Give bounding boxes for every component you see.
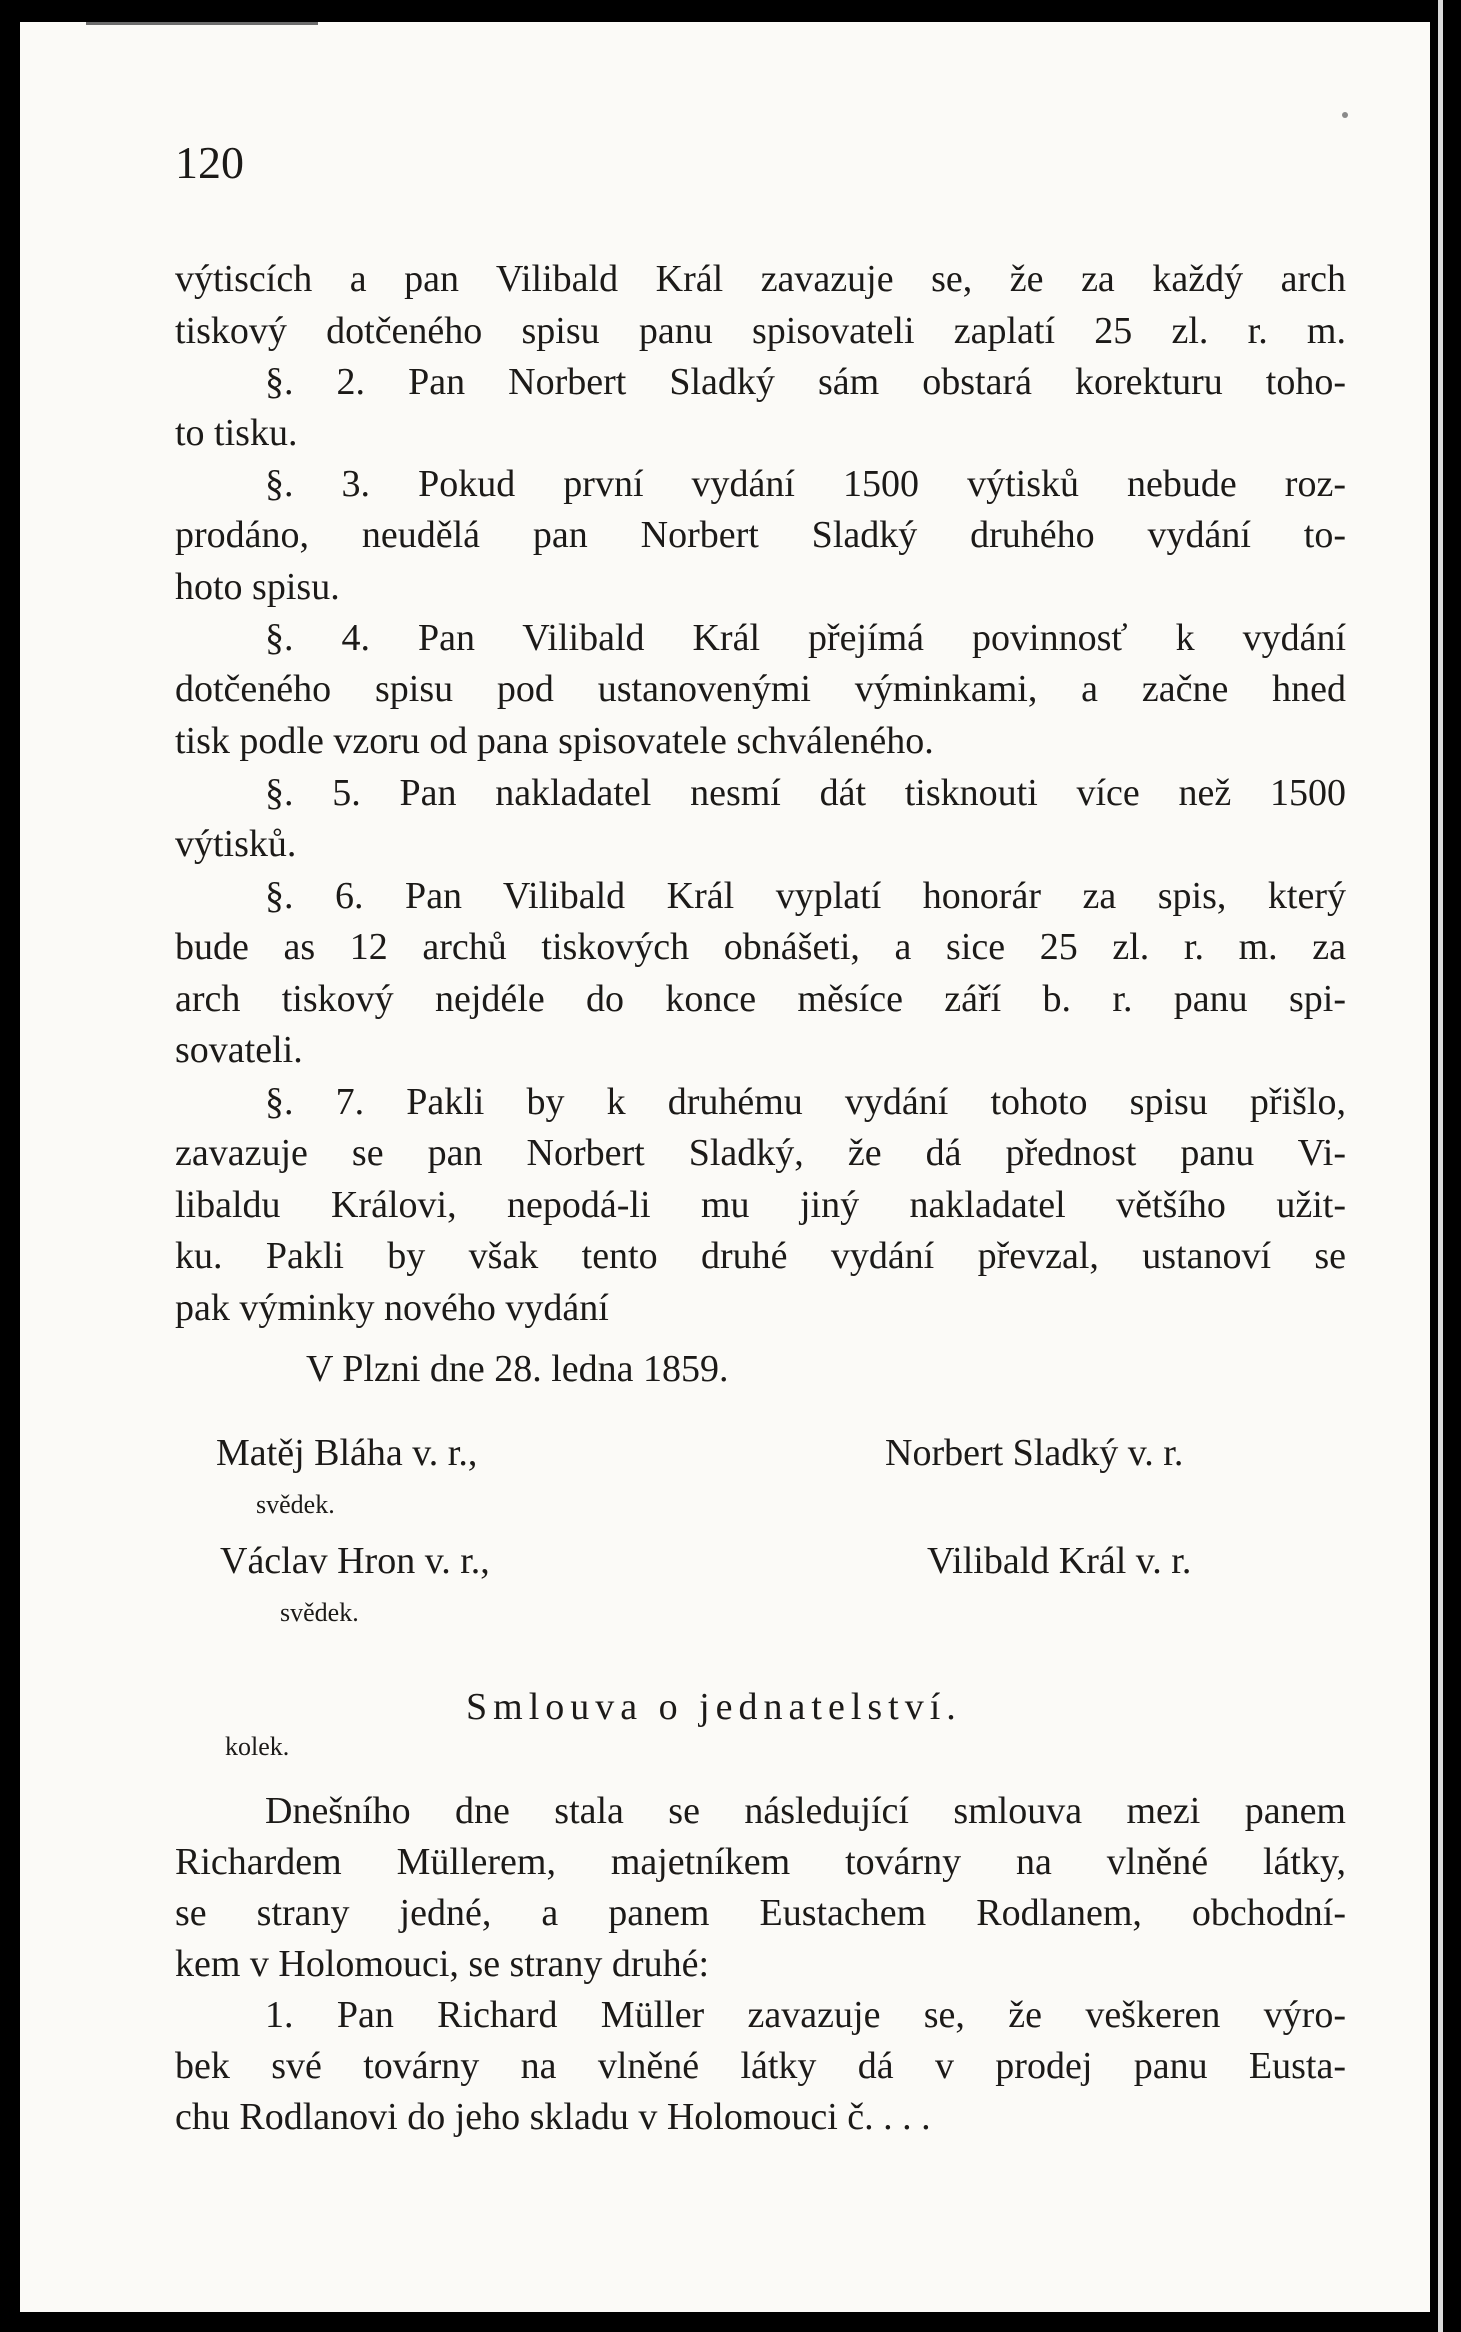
section-title: Smlouva o jednatelství. — [466, 1686, 962, 1728]
text-line: prodáno, neudělá pan Norbert Sladký druhého vydání to- — [175, 514, 1346, 556]
print-speck — [1342, 112, 1348, 118]
text-line: chu Rodlanovi do jeho skladu v Holomouci č. . . . — [175, 2096, 931, 2138]
text-line: sovateli. — [175, 1029, 303, 1071]
text-line: §. 4. Pan Vilibald Král přejímá povinnosť k vydání — [265, 617, 1346, 659]
witness-2-name: Václav Hron v. r., — [220, 1540, 490, 1582]
text-line: zavazuje se pan Norbert Sladký, že dá přednost panu Vi- — [175, 1132, 1346, 1174]
witness-2-role: svědek. — [280, 1598, 359, 1627]
top-rule — [86, 22, 318, 25]
page-number: 120 — [175, 137, 244, 188]
text-line: §. 2. Pan Norbert Sladký sám obstará korekturu toho- — [265, 361, 1346, 403]
text-line: 1. Pan Richard Müller zavazuje se, že veškeren výro- — [265, 1994, 1346, 2036]
text-line: výtiscích a pan Vilibald Král zavazuje se, že za každý arch — [175, 258, 1346, 300]
text-line: §. 6. Pan Vilibald Král vyplatí honorár za spis, který — [265, 875, 1346, 917]
text-line: tisk podle vzoru od pana spisovatele schváleného. — [175, 720, 934, 762]
page-edge-right — [1438, 0, 1443, 2332]
party-1-signature: Norbert Sladký v. r. — [885, 1432, 1184, 1474]
text-line: arch tiskový nejdéle do konce měsíce září b. r. panu spi- — [175, 978, 1346, 1020]
document-page — [20, 22, 1430, 2312]
text-line: hoto spisu. — [175, 566, 340, 608]
text-line: se strany jedné, a panem Eustachem Rodlanem, obchodní- — [175, 1892, 1346, 1934]
text-line: Dnešního dne stala se následující smlouva mezi panem — [265, 1790, 1346, 1832]
text-line: libaldu Královi, nepodá-li mu jiný nakladatel většího užit- — [175, 1184, 1346, 1226]
witness-1-name: Matěj Bláha v. r., — [216, 1432, 478, 1474]
text-line: ku. Pakli by však tento druhé vydání převzal, ustanoví se — [175, 1235, 1346, 1277]
text-line: bek své továrny na vlněné látky dá v prodej panu Eusta- — [175, 2045, 1346, 2087]
text-line: §. 3. Pokud první vydání 1500 výtisků nebude roz- — [265, 463, 1346, 505]
date-line: V Plzni dne 28. ledna 1859. — [306, 1348, 729, 1390]
text-line: bude as 12 archů tiskových obnášeti, a sice 25 zl. r. m. za — [175, 926, 1346, 968]
witness-1-role: svědek. — [256, 1490, 335, 1519]
text-line: tiskový dotčeného spisu panu spisovateli zaplatí 25 zl. r. m. — [175, 310, 1346, 352]
party-2-signature: Vilibald Král v. r. — [927, 1540, 1192, 1582]
text-line: dotčeného spisu pod ustanovenými výminkami, a začne hned — [175, 668, 1346, 710]
text-line: Richardem Müllerem, majetníkem továrny na vlněné látky, — [175, 1841, 1346, 1883]
text-line: to tisku. — [175, 412, 298, 454]
text-line: výtisků. — [175, 823, 297, 865]
text-line: pak výminky nového vydání — [175, 1287, 609, 1329]
text-line: §. 5. Pan nakladatel nesmí dát tisknouti více než 1500 — [265, 772, 1346, 814]
text-line: kem v Holomouci, se strany druhé: — [175, 1943, 710, 1985]
stamp-label: kolek. — [225, 1732, 290, 1761]
text-line: §. 7. Pakli by k druhému vydání tohoto spisu přišlo, — [265, 1081, 1346, 1123]
